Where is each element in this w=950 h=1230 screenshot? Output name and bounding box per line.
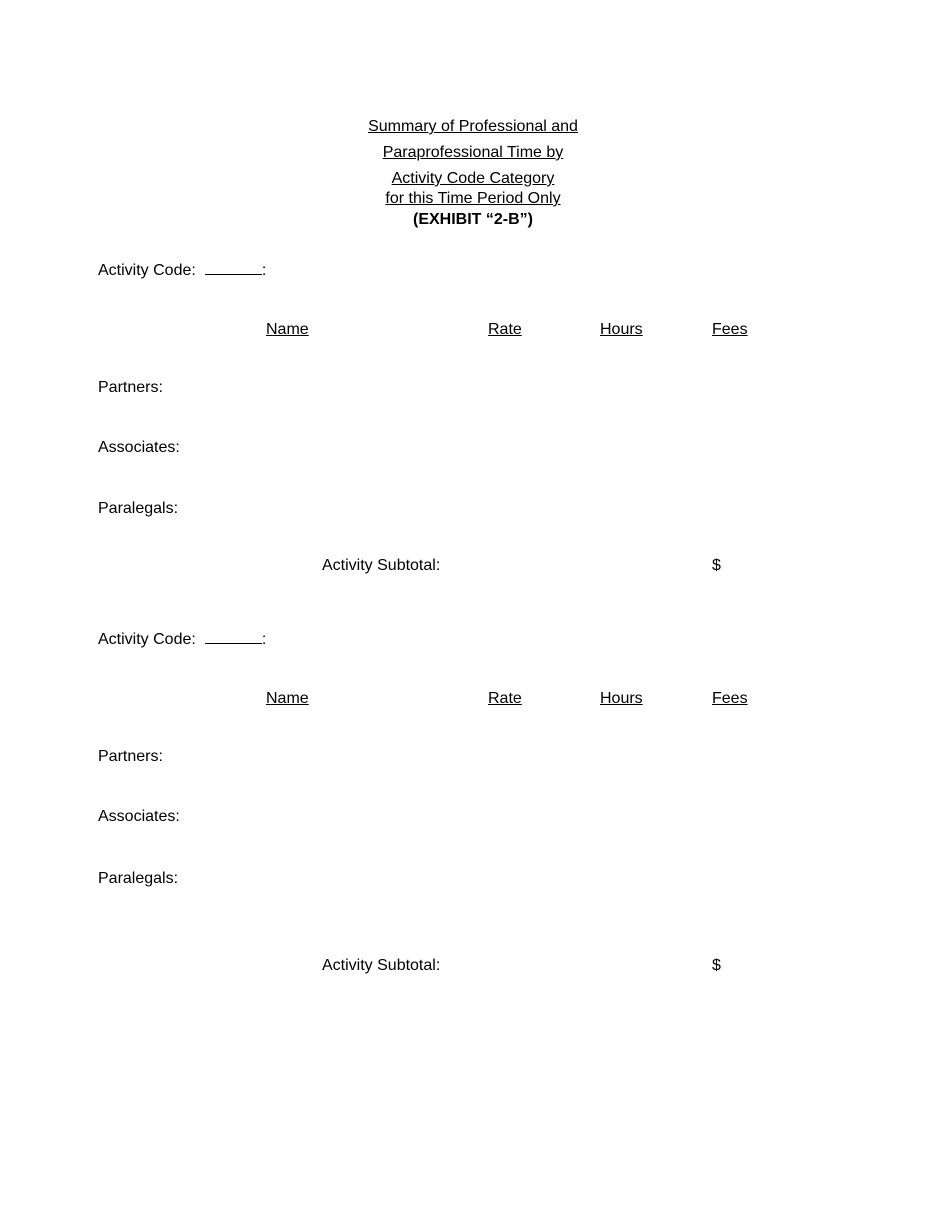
column-header-name: Name [266,690,309,707]
column-header-hours: Hours [600,690,643,707]
activity-subtotal-label: Activity Subtotal: [322,557,441,574]
row-label-partners: Partners: [98,748,163,765]
title-line-2: Paraprofessional Time by [382,144,564,161]
activity-subtotal-currency: $ [712,557,721,574]
activity-code-label: Activity Code: [98,262,196,279]
row-label-partners: Partners: [98,379,163,396]
activity-code-label: Activity Code: [98,631,196,648]
activity-code-colon: : [261,631,267,648]
column-header-fees: Fees [712,321,748,338]
row-label-associates: Associates: [98,808,180,825]
exhibit-label: (EXHIBIT “2-B”) [413,211,533,228]
title-line-1: Summary of Professional and [368,118,578,135]
activity-code-field [98,629,266,649]
activity-code-field [98,260,266,280]
column-header-name: Name [266,321,309,338]
title-line-3: Activity Code Category [391,170,555,187]
column-header-hours: Hours [600,321,643,338]
activity-code-blank [205,629,262,644]
row-label-associates: Associates: [98,439,180,456]
column-header-rate: Rate [488,321,522,338]
activity-code-colon: : [261,262,267,279]
row-label-paralegals: Paralegals: [98,870,179,887]
activity-subtotal-currency: $ [712,957,721,974]
column-header-rate: Rate [488,690,522,707]
activity-subtotal-label: Activity Subtotal: [322,957,441,974]
column-header-fees: Fees [712,690,748,707]
activity-code-blank [205,260,262,275]
title-line-4: for this Time Period Only [385,190,561,207]
row-label-paralegals: Paralegals: [98,500,179,517]
